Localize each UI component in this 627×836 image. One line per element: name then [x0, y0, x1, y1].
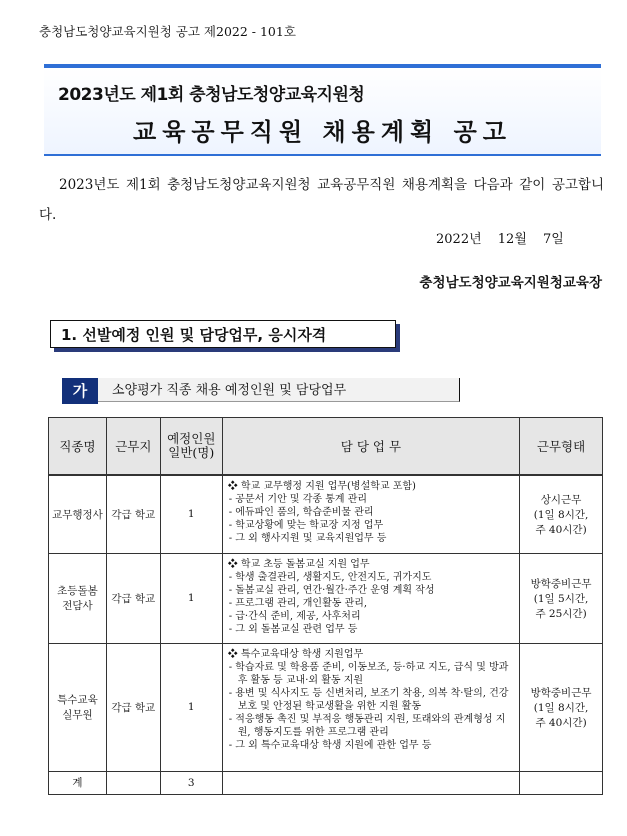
job-line: 초등돌봄	[57, 585, 98, 597]
work-type-line: 상시근무	[540, 493, 582, 506]
notice-date: 2022년 12월 7일	[436, 232, 564, 247]
job-line: 실무원	[62, 709, 93, 721]
work-type-line: (1일 5시간,	[533, 592, 589, 605]
duty-item: - 학생 출결관리, 생활지도, 안전지도, 귀가지도	[228, 571, 514, 584]
duty-item: - 학습자료 및 학용품 준비, 이동보조, 등·하교 지도, 급식 및 방과후 활동 등 교내·외 활동 지원	[228, 661, 514, 687]
work-type-line: 주 40시간)	[535, 716, 587, 729]
header-count-line1: 예정인원	[167, 431, 216, 446]
cell-location: 각급 학교	[106, 553, 160, 643]
signer: 충청남도청양교육지원청교육장	[419, 275, 602, 291]
work-type-line: (1일 8시간,	[533, 701, 589, 714]
header-count	[160, 418, 222, 476]
duty-item: - 프로그램 관리, 개인활동 관리,	[228, 597, 514, 610]
duty-item: - 적응행동 촉진 및 부적응 행동관리 지원, 또래와의 관계형성 지원, 행동지도를 위한 프로그램 관리	[228, 713, 514, 739]
cell-job	[49, 553, 107, 643]
duty-item: - 학교상황에 맞는 학교장 지정 업무	[228, 519, 514, 532]
header-location: 근무지	[106, 418, 160, 476]
subsection-title: 소양평가 직종 채용 예정인원 및 담당업무	[98, 378, 460, 402]
cell-empty	[520, 771, 603, 794]
table-total-row	[49, 771, 603, 794]
intro-paragraph: 2023년도 제1회 충청남도청양교육지원청 교육공무직원 채용계획을 다음과 같이 공고합니다.	[39, 177, 604, 223]
duty-lead: ❖ 특수교육대상 학생 지원업무	[227, 648, 364, 660]
section-heading-1: 1. 선발예정 인원 및 담당업무, 응시자격	[50, 320, 396, 348]
table-header-row	[49, 418, 603, 476]
cell-total-label: 계	[49, 771, 107, 794]
duty-item: - 돌봄교실 관리, 연간·월간·주간 운영 계획 작성	[228, 584, 514, 597]
header-count-line2: 일반(명)	[168, 445, 215, 460]
cell-empty	[106, 771, 160, 794]
title-banner	[44, 64, 601, 156]
cell-count: 1	[160, 475, 222, 553]
cell-count: 1	[160, 643, 222, 771]
header-duties: 담 당 업 무	[222, 418, 519, 476]
cell-total-count: 3	[160, 771, 222, 794]
table-row	[49, 553, 603, 643]
cell-duties	[222, 643, 519, 771]
notice-number: 충청남도청양교육지원청 공고 제2022 - 101호	[39, 24, 296, 39]
page-title: 교육공무직원 채용계획 공고	[133, 118, 512, 146]
work-type-line: 방학중비근무	[530, 577, 592, 590]
job-line: 전담사	[62, 600, 93, 612]
work-type-line: 주 25시간)	[535, 607, 587, 620]
duty-lead: ❖ 학교 초등 돌봄교실 지원 업무	[227, 558, 370, 570]
duty-item: - 그 외 돌봄교실 관련 업무 등	[228, 623, 514, 636]
cell-location: 각급 학교	[106, 475, 160, 553]
duty-item: - 공문서 기안 및 각종 통계 관리	[228, 493, 514, 506]
job-line: 특수교육	[57, 694, 98, 706]
cell-count: 1	[160, 553, 222, 643]
cell-duties	[222, 475, 519, 553]
cell-work-type	[520, 553, 603, 643]
duty-lead: ❖ 학교 교무행정 지원 업무(병설학교 포함)	[227, 481, 416, 492]
subsection-badge: 가	[62, 378, 98, 404]
duty-item: - 그 외 행사지원 및 교육지원업무 등	[228, 532, 514, 545]
cell-job: 교무행정사	[49, 475, 107, 553]
cell-location: 각급 학교	[106, 643, 160, 771]
table-row	[49, 475, 603, 553]
cell-work-type	[520, 643, 603, 771]
table-row	[49, 643, 603, 771]
duty-item: - 급·간식 준비, 제공, 사후처리	[228, 610, 514, 623]
title-subtitle: 2023년도 제1회 충청남도청양교육지원청	[58, 85, 365, 105]
duty-item: - 그 외 특수교육대상 학생 지원에 관한 업무 등	[228, 739, 514, 752]
work-type-line: 주 40시간)	[535, 523, 587, 536]
cell-empty	[222, 771, 519, 794]
recruitment-table	[48, 417, 603, 795]
cell-job	[49, 643, 107, 771]
header-job: 직종명	[49, 418, 107, 476]
work-type-line: (1일 8시간,	[533, 508, 589, 521]
duty-item: - 용변 및 식사지도 등 신변처리, 보조기 착용, 의복 착·탈의, 건강보호 및 안정된 학교생활을 위한 지원 활동	[228, 687, 514, 713]
cell-work-type	[520, 475, 603, 553]
cell-duties	[222, 553, 519, 643]
header-work-type: 근무형태	[520, 418, 603, 476]
work-type-line: 방학중비근무	[530, 686, 592, 699]
duty-item: - 에듀파인 품의, 학습준비물 관리	[228, 506, 514, 519]
